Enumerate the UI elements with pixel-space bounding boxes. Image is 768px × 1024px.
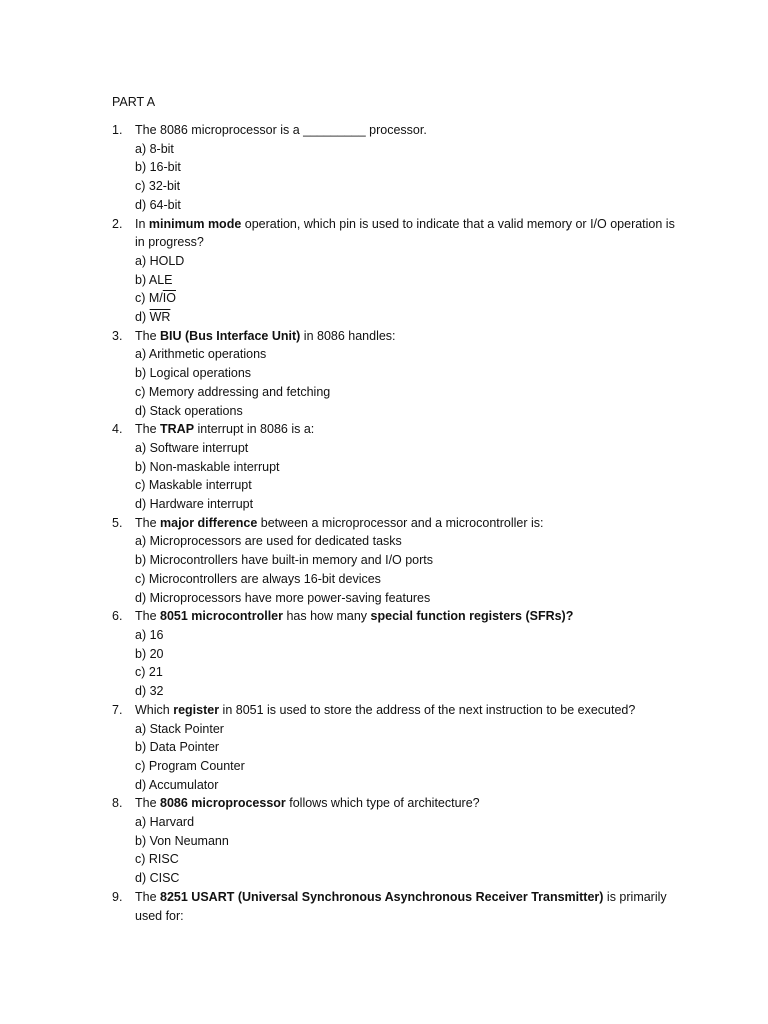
text-run: c) M/ [135,291,163,306]
text-run: The [135,796,161,811]
text-run: a) Arithmetic operations [135,347,267,362]
answer-option [135,308,682,327]
text-run: interrupt in 8086 is a: [194,422,315,437]
text-run: The [135,609,161,624]
answer-option [135,645,682,664]
question-number: 3. [112,328,123,343]
text-run: c) RISC [135,852,179,867]
question-number: 8. [112,796,123,811]
answer-option [135,140,682,159]
question-text [135,327,682,346]
question-item [112,607,682,701]
question-text [135,514,682,533]
text-run: b) 16-bit [135,160,181,175]
text-run: b) Non-maskable interrupt [135,459,280,474]
text-run: c) Memory addressing and fetching [135,384,331,399]
text-run: d) [135,310,150,325]
answer-option [135,271,682,290]
question-body [135,607,682,701]
question-body [135,794,682,888]
answer-option [135,626,682,645]
answer-option [135,402,682,421]
answer-option [135,345,682,364]
text-run: The [135,422,161,437]
answer-option [135,720,682,739]
answer-option [135,196,682,215]
question-text [135,794,682,813]
text-run: The 8086 microprocessor is a _________ processor. [135,123,427,137]
bold-text: minimum mode [148,216,242,231]
text-run: a) Software interrupt [135,440,249,455]
text-run: The [135,328,161,343]
question-item [112,701,682,795]
question-text [135,215,682,252]
text-run: c) 32-bit [135,179,181,194]
question-text [135,701,682,720]
question-body [135,888,682,925]
question-number: 1. [112,123,123,137]
text-run: b) Von Neumann [135,833,229,848]
answer-option [135,476,682,495]
bold-text: register [173,702,220,717]
question-body [135,215,682,327]
question-item [112,420,682,514]
text-run: between a microprocessor and a microcontroller is: [257,515,544,530]
text-run: a) 8-bit [135,141,174,156]
answer-option [135,832,682,851]
text-run: d) 64-bit [135,197,181,212]
answer-option [135,383,682,402]
text-run: c) 21 [135,665,163,680]
question-text [135,888,682,925]
text-run: is primarily used for: [135,889,667,923]
text-run: d) Microprocessors have more power-saving features [135,590,431,605]
answer-option [135,757,682,776]
question-item [112,514,682,608]
answer-option [135,177,682,196]
question-item [112,888,682,925]
question-body [135,327,682,421]
overlined-pin-name: $\overline{WR}$ [149,310,171,325]
bold-text: 8051 microcontroller [160,609,283,624]
answer-option [135,663,682,682]
question-number: 9. [112,889,123,904]
overlined-pin-name: $\overline{IO}$ [162,291,176,306]
answer-option [135,495,682,514]
question-number: 4. [112,422,123,437]
text-run: a) HOLD [135,253,185,268]
part-title: PART A [112,95,156,109]
text-run: d) CISC [135,871,180,886]
question-number: 2. [112,216,123,231]
answer-option [135,813,682,832]
text-run: d) 32 [135,684,164,699]
text-run: In [135,216,149,231]
answer-option [135,364,682,383]
bold-text: major difference [160,515,258,530]
text-run: The [135,515,161,530]
text-run: b) Data Pointer [135,740,220,755]
answer-option [135,532,682,551]
answer-option [135,738,682,757]
answer-option [135,869,682,888]
answer-option [135,458,682,477]
question-item [112,121,682,215]
bold-text: 8086 microprocessor [160,796,286,811]
text-run: b) ALE [135,272,173,287]
bold-text: BIU (Bus Interface Unit) [160,328,301,343]
question-text [135,420,682,439]
text-run: in 8086 handles: [300,328,396,343]
text-run: a) Harvard [135,815,195,830]
question-item [112,215,682,327]
answer-option [135,682,682,701]
text-run: operation, which pin is used to indicate that a valid memory or I/O operation is in progress? [135,216,675,250]
answer-option [135,570,682,589]
answer-option [135,551,682,570]
bold-text: TRAP [160,422,195,437]
answer-option [135,776,682,795]
answer-option [135,439,682,458]
text-run: c) Program Counter [135,758,245,773]
answer-option [135,850,682,869]
text-run: b) Logical operations [135,366,252,381]
text-run: d) Hardware interrupt [135,497,254,512]
question-body [135,514,682,608]
text-run: a) Microprocessors are used for dedicated tasks [135,534,402,549]
answer-option [135,289,682,308]
question-text [135,121,682,140]
text-run: d) Stack operations [135,403,243,418]
question-text [135,607,682,626]
question-number: 6. [112,609,123,624]
text-run: a) Stack Pointer [135,721,224,736]
question-number: 7. [112,702,123,717]
question-list [112,121,682,925]
text-run: d) Accumulator [135,777,219,792]
text-run: b) Microcontrollers have built-in memory and I/O ports [135,553,434,568]
text-run: in 8051 is used to store the address of the next instruction to be executed? [219,702,636,717]
question-number: 5. [112,515,123,530]
text-run: a) 16 [135,627,164,642]
text-run: b) 20 [135,646,164,661]
bold-text: special function registers (SFRs)? [370,609,574,624]
text-run: follows which type of architecture? [285,796,480,811]
text-run: c) Microcontrollers are always 16-bit devices [135,571,381,586]
bold-text: 8251 USART (Universal Synchronous Asynchronous Receiver Transmitter) [160,889,604,904]
question-body [135,701,682,795]
question-item [112,794,682,888]
text-run: The [135,889,161,904]
text-run: Which [135,702,174,717]
text-run: c) Maskable interrupt [135,478,252,493]
text-run: has how many [282,609,371,624]
answer-option [135,158,682,177]
answer-option [135,252,682,271]
question-item [112,327,682,421]
question-body [135,121,682,215]
answer-option [135,589,682,608]
question-body [135,420,682,514]
